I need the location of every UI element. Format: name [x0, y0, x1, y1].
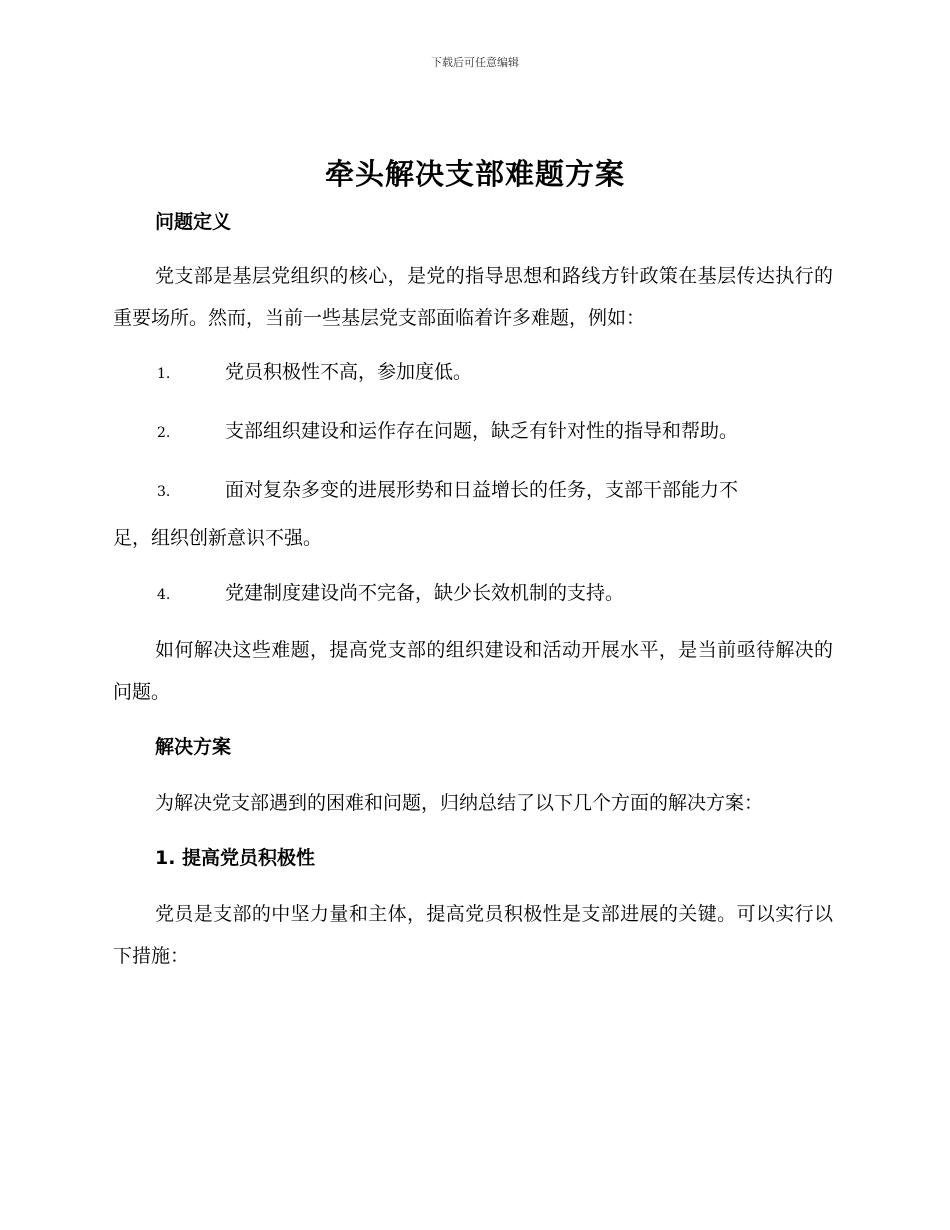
problem-heading: 问题定义 — [155, 211, 232, 233]
problem-item-4-text: 党建制度建设尚不完备，缺少长效机制的支持。 — [225, 582, 625, 604]
problem-item-3-text-line2: 足，组织创新意识不强。 — [113, 527, 323, 549]
solution-heading: 解决方案 — [155, 736, 232, 758]
sub1-heading: 1. 提高党员积极性 — [155, 847, 316, 869]
problem-intro: 党支部是基层党组织的核心，是党的指导思想和路线方针政策在基层传达执行的重要场所。然而，当前一些基层党支部面临着许多难题，例如： — [113, 265, 833, 329]
problem-item-1-text: 党员积极性不高，参加度低。 — [225, 361, 473, 383]
document-title: 牵头解决支部难题方案 — [324, 157, 625, 191]
problem-item-1 — [113, 349, 833, 398]
sub1-text: 党员是支部的中坚力量和主体，提高党员积极性是支部进展的关键。可以实行以下措施： — [113, 903, 833, 967]
problem-item-4 — [113, 570, 833, 619]
problem-item-2 — [113, 408, 833, 457]
problem-item-1-number: 1. — [157, 366, 171, 382]
problem-item-2-number: 2. — [157, 425, 171, 441]
problem-item-3-number: 3. — [157, 484, 171, 500]
problem-item-4-number: 4. — [157, 587, 171, 603]
problem-outro: 如何解决这些难题，提高党支部的组织建设和活动开展水平，是当前亟待解决的问题。 — [113, 639, 833, 703]
problem-item-3-text-line1: 面对复杂多变的进展形势和日益增长的任务，支部干部能力不 — [225, 479, 739, 501]
solution-intro: 为解决党支部遇到的困难和问题，归纳总结了以下几个方面的解决方案： — [155, 792, 764, 814]
problem-item-3 — [113, 467, 833, 560]
problem-item-2-text: 支部组织建设和运作存在问题，缺乏有针对性的指导和帮助。 — [225, 420, 739, 442]
document-body — [113, 200, 833, 977]
page-header-note: 下载后可任意编辑 — [431, 56, 519, 69]
